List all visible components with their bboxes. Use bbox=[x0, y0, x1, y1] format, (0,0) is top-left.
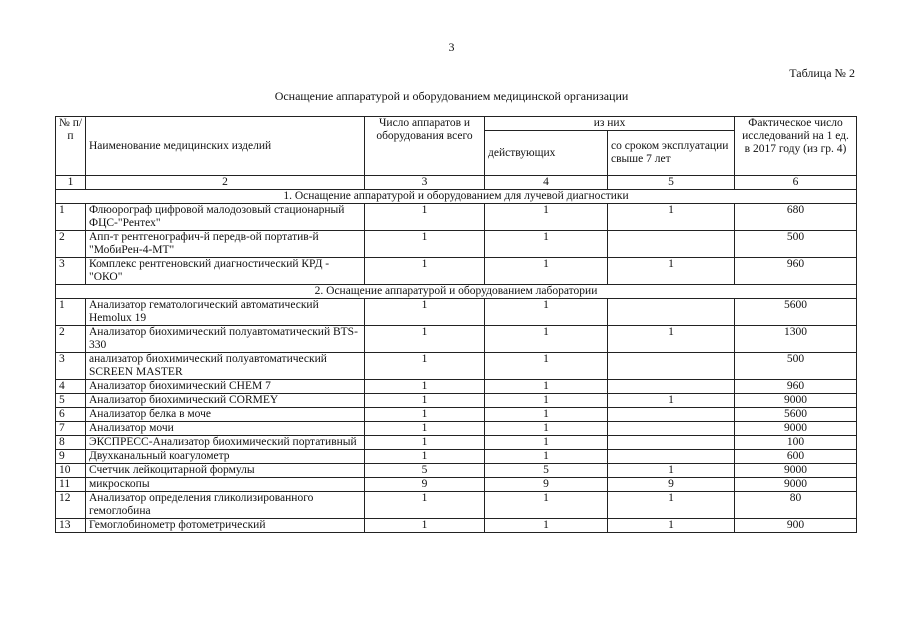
device-name: Флюорограф цифровой малодозовый стационарный ФЦС-"Рентех" bbox=[86, 204, 365, 231]
device-name: микроскопы bbox=[86, 478, 365, 492]
document-title: Оснащение аппаратурой и оборудованием медицинской организации bbox=[274, 89, 629, 103]
device-over7 bbox=[608, 299, 735, 326]
header-total: Число аппаратов и оборудования всего bbox=[365, 117, 485, 176]
device-active: 1 bbox=[485, 299, 608, 326]
device-studies: 680 bbox=[735, 204, 857, 231]
header-studies: Фактическое число исследований на 1 ед. в 2017 году (из гр. 4) bbox=[735, 117, 857, 176]
section-row bbox=[56, 285, 857, 299]
device-total: 1 bbox=[365, 258, 485, 285]
device-active: 1 bbox=[485, 353, 608, 380]
device-studies: 5600 bbox=[735, 299, 857, 326]
device-total: 1 bbox=[365, 492, 485, 519]
device-active: 1 bbox=[485, 204, 608, 231]
table-row bbox=[56, 258, 857, 285]
device-name: Анализатор биохимический CORMEY bbox=[86, 394, 365, 408]
device-total: 1 bbox=[365, 204, 485, 231]
row-number: 4 bbox=[56, 380, 86, 394]
device-name: Анализатор определения гликолизированного гемоглобина bbox=[86, 492, 365, 519]
section-row bbox=[56, 190, 857, 204]
device-over7 bbox=[608, 380, 735, 394]
device-over7 bbox=[608, 422, 735, 436]
row-number: 1 bbox=[56, 204, 86, 231]
device-active: 1 bbox=[485, 519, 608, 533]
table-row bbox=[56, 422, 857, 436]
row-number: 1 bbox=[56, 299, 86, 326]
row-number: 2 bbox=[56, 326, 86, 353]
device-studies: 960 bbox=[735, 380, 857, 394]
device-name: Гемоглобинометр фотометрический bbox=[86, 519, 365, 533]
table-row bbox=[56, 478, 857, 492]
header-num: № п/п bbox=[56, 117, 86, 176]
device-active: 1 bbox=[485, 394, 608, 408]
table-label: Таблица № 2 bbox=[789, 66, 855, 80]
device-over7: 1 bbox=[608, 326, 735, 353]
section-title: 2. Оснащение аппаратурой и оборудованием лаборатории bbox=[56, 285, 857, 299]
device-studies: 500 bbox=[735, 231, 857, 258]
device-active: 1 bbox=[485, 231, 608, 258]
device-studies: 900 bbox=[735, 519, 857, 533]
device-studies: 600 bbox=[735, 450, 857, 464]
device-over7: 9 bbox=[608, 478, 735, 492]
column-number: 1 bbox=[56, 176, 86, 190]
device-name: Анализатор биохимический полуавтоматический BTS-330 bbox=[86, 326, 365, 353]
device-active: 1 bbox=[485, 492, 608, 519]
table-row bbox=[56, 326, 857, 353]
device-total: 1 bbox=[365, 422, 485, 436]
device-total: 5 bbox=[365, 464, 485, 478]
device-total: 1 bbox=[365, 231, 485, 258]
device-total: 1 bbox=[365, 299, 485, 326]
row-number: 8 bbox=[56, 436, 86, 450]
column-number: 4 bbox=[485, 176, 608, 190]
section-title: 1. Оснащение аппаратурой и оборудованием для лучевой диагностики bbox=[56, 190, 857, 204]
device-name: Анализатор белка в моче bbox=[86, 408, 365, 422]
device-over7: 1 bbox=[608, 492, 735, 519]
row-number: 2 bbox=[56, 231, 86, 258]
header-name: Наименование медицинских изделий bbox=[86, 117, 365, 176]
table-row bbox=[56, 204, 857, 231]
device-active: 1 bbox=[485, 422, 608, 436]
device-total: 1 bbox=[365, 326, 485, 353]
page-number: 3 bbox=[448, 40, 455, 54]
device-name: анализатор биохимический полуавтоматический SCREEN MASTER bbox=[86, 353, 365, 380]
device-studies: 1300 bbox=[735, 326, 857, 353]
table-row bbox=[56, 380, 857, 394]
header-of-them: из них bbox=[485, 117, 735, 131]
device-name: Анализатор биохимический CHEM 7 bbox=[86, 380, 365, 394]
table-row bbox=[56, 353, 857, 380]
table-row bbox=[56, 450, 857, 464]
table-row bbox=[56, 408, 857, 422]
column-number: 2 bbox=[86, 176, 365, 190]
row-number: 5 bbox=[56, 394, 86, 408]
row-number: 13 bbox=[56, 519, 86, 533]
device-active: 1 bbox=[485, 436, 608, 450]
device-studies: 100 bbox=[735, 436, 857, 450]
column-number: 6 bbox=[735, 176, 857, 190]
header-row bbox=[56, 117, 857, 131]
device-total: 9 bbox=[365, 478, 485, 492]
device-studies: 80 bbox=[735, 492, 857, 519]
device-name: Комплекс рентгеновский диагностический КРД -"ОКО" bbox=[86, 258, 365, 285]
device-over7: 1 bbox=[608, 258, 735, 285]
device-over7 bbox=[608, 436, 735, 450]
table-row bbox=[56, 436, 857, 450]
device-over7 bbox=[608, 231, 735, 258]
column-numbers-row bbox=[56, 176, 857, 190]
header-over7: со сроком эксплуатации свыше 7 лет bbox=[608, 131, 735, 176]
row-number: 11 bbox=[56, 478, 86, 492]
equipment-table bbox=[55, 116, 857, 533]
device-total: 1 bbox=[365, 380, 485, 394]
row-number: 3 bbox=[56, 258, 86, 285]
device-studies: 9000 bbox=[735, 394, 857, 408]
device-name: Анализатор гематологический автоматический Hemolux 19 bbox=[86, 299, 365, 326]
device-active: 1 bbox=[485, 258, 608, 285]
row-number: 9 bbox=[56, 450, 86, 464]
device-total: 1 bbox=[365, 353, 485, 380]
table-row bbox=[56, 492, 857, 519]
device-studies: 9000 bbox=[735, 478, 857, 492]
device-active: 9 bbox=[485, 478, 608, 492]
device-over7: 1 bbox=[608, 204, 735, 231]
device-active: 1 bbox=[485, 380, 608, 394]
device-over7 bbox=[608, 408, 735, 422]
column-number: 5 bbox=[608, 176, 735, 190]
device-studies: 500 bbox=[735, 353, 857, 380]
device-over7 bbox=[608, 450, 735, 464]
device-total: 1 bbox=[365, 436, 485, 450]
device-studies: 960 bbox=[735, 258, 857, 285]
device-active: 1 bbox=[485, 326, 608, 353]
device-over7 bbox=[608, 353, 735, 380]
row-number: 12 bbox=[56, 492, 86, 519]
device-total: 1 bbox=[365, 394, 485, 408]
device-active: 5 bbox=[485, 464, 608, 478]
row-number: 6 bbox=[56, 408, 86, 422]
device-studies: 5600 bbox=[735, 408, 857, 422]
device-total: 1 bbox=[365, 408, 485, 422]
table-row bbox=[56, 231, 857, 258]
header-active: действующих bbox=[485, 131, 608, 176]
device-total: 1 bbox=[365, 519, 485, 533]
device-active: 1 bbox=[485, 450, 608, 464]
row-number: 3 bbox=[56, 353, 86, 380]
row-number: 7 bbox=[56, 422, 86, 436]
device-name: ЭКСПРЕСС-Анализатор биохимический портативный bbox=[86, 436, 365, 450]
table-row bbox=[56, 394, 857, 408]
device-active: 1 bbox=[485, 408, 608, 422]
device-over7: 1 bbox=[608, 394, 735, 408]
device-studies: 9000 bbox=[735, 422, 857, 436]
device-over7: 1 bbox=[608, 464, 735, 478]
device-name: Апп-т рентгенографич-й передв-ой портатив-й "МобиРен-4-МТ" bbox=[86, 231, 365, 258]
column-number: 3 bbox=[365, 176, 485, 190]
device-over7: 1 bbox=[608, 519, 735, 533]
device-total: 1 bbox=[365, 450, 485, 464]
table-row bbox=[56, 464, 857, 478]
table-row bbox=[56, 299, 857, 326]
device-studies: 9000 bbox=[735, 464, 857, 478]
device-name: Анализатор мочи bbox=[86, 422, 365, 436]
row-number: 10 bbox=[56, 464, 86, 478]
table-row bbox=[56, 519, 857, 533]
device-name: Счетчик лейкоцитарной формулы bbox=[86, 464, 365, 478]
device-name: Двухканальный коагулометр bbox=[86, 450, 365, 464]
